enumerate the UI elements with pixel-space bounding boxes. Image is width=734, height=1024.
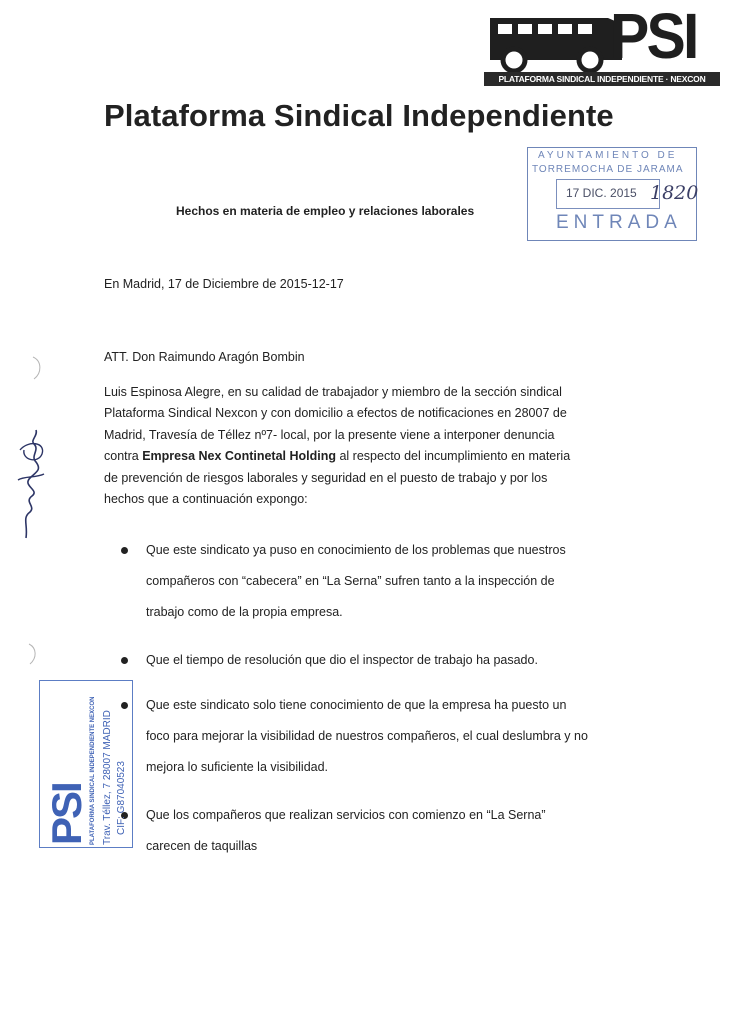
logo-band: PLATAFORMA SINDICAL INDEPENDIENTE · NEXCON	[484, 72, 720, 86]
union-stamp	[39, 680, 133, 848]
psi-logo	[484, 0, 720, 86]
list-item-line: mejora lo suficiente la visibilidad.	[146, 760, 329, 775]
union-stamp-cif: CIF: G87040523	[116, 761, 127, 835]
place-date: En Madrid, 17 de Diciembre de 2015-12-17	[104, 277, 344, 291]
document-subject: Hechos en materia de empleo y relaciones laborales	[176, 204, 475, 218]
bus-icon	[484, 14, 624, 72]
list-item-line: Que este sindicato ya puso en conocimiento de los problemas que nuestros	[146, 543, 566, 557]
page-title: Plataforma Sindical Independiente	[104, 98, 614, 133]
intro-paragraph	[104, 382, 624, 510]
entry-stamp-line2: TORREMOCHA DE JARAMA	[532, 164, 684, 175]
paragraph-line: Madrid, Travesía de Téllez nº7- local, por la presente viene a interponer denuncia	[104, 427, 555, 442]
paragraph-line: de prevención de riesgos laborales y seguridad en el puesto de trabajo y por los	[104, 470, 548, 485]
paragraph-line: Luis Espinosa Alegre, en su calidad de trabajador y miembro de la sección sindical	[104, 385, 562, 399]
list-item-line: foco para mejorar la visibilidad de nuestros compañeros, el cual deslumbra y no	[146, 729, 588, 744]
margin-mark	[26, 642, 40, 666]
paragraph-text: contra	[104, 449, 143, 464]
handwritten-signature	[6, 420, 54, 540]
paragraph-text: al respecto del incumplimiento en materia	[336, 449, 571, 464]
paragraph-line: hechos que a continuación expongo:	[104, 492, 308, 507]
list-item	[146, 800, 546, 862]
union-stamp-logo: PSI	[43, 783, 90, 845]
bullet-icon	[121, 547, 128, 554]
bullet-icon	[121, 657, 128, 664]
list-item-line: Que el tiempo de resolución que dio el inspector de trabajo ha pasado.	[146, 653, 538, 667]
entry-stamp-date: 17 DIC. 2015	[566, 186, 637, 200]
list-item-line: trabajo como de la propia empresa.	[146, 605, 343, 620]
union-stamp-address: Trav. Téllez, 7 28007 MADRID	[102, 710, 113, 845]
entry-stamp-line1: AYUNTAMIENTO DE	[538, 150, 678, 161]
paragraph-line: Plataforma Sindical Nexcon y con domicilio a efectos de notificaciones en 28007 de	[104, 406, 567, 421]
union-stamp-band: PLATAFORMA SINDICAL INDEPENDIENTE NEXCON	[90, 696, 96, 845]
list-item-line: carecen de taquillas	[146, 839, 258, 854]
entry-stamp-label: ENTRADA	[556, 212, 682, 233]
list-item-line: Que los compañeros que realizan servicios con comienzo en “La Serna”	[146, 808, 546, 822]
list-item	[146, 690, 588, 784]
logo-text: PSI	[610, 0, 697, 72]
list-item-line: Que este sindicato solo tiene conocimiento de que la empresa ha puesto un	[146, 698, 567, 712]
attention-line: ATT. Don Raimundo Aragón Bombin	[104, 350, 305, 364]
list-item	[146, 535, 566, 629]
entry-stamp	[527, 147, 697, 241]
margin-mark	[30, 355, 46, 381]
company-name: Empresa Nex Continetal Holding	[142, 449, 336, 464]
list-item-line: compañeros con “cabecera” en “La Serna” sufren tanto a la inspección de	[146, 574, 555, 589]
paragraph-line	[104, 446, 624, 467]
list-item	[146, 645, 538, 676]
entry-stamp-number: 1820	[650, 182, 699, 204]
